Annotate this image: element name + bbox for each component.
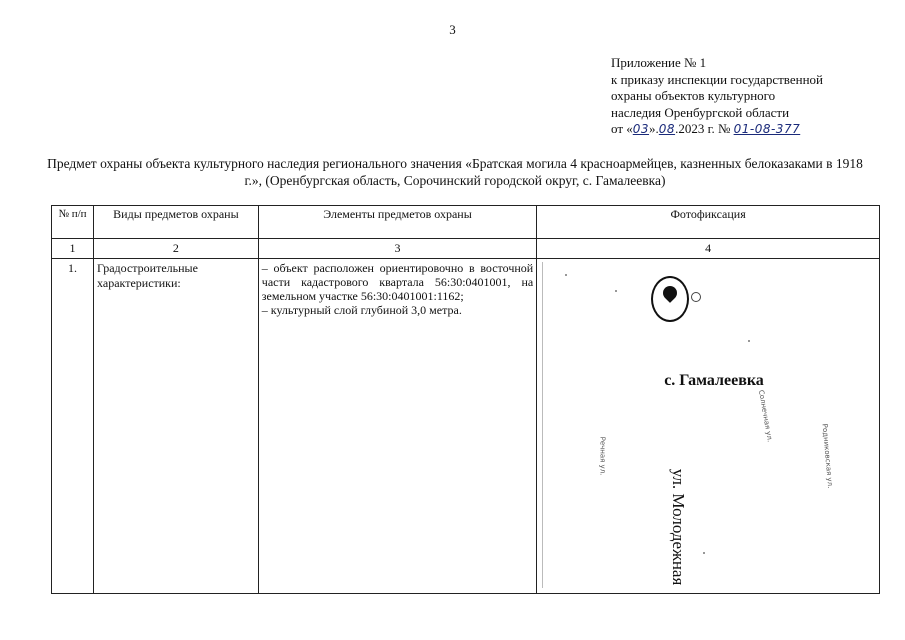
village-label: с. Гамалеевка	[664, 372, 764, 389]
document-title: Предмет охраны объекта культурного наследия регионального значения «Братская могила 4 красноармейцев, казненных белоказаками в 1918 г.», (Оренбургская область, Сорочинский городской округ, с. Гамалеевка)	[47, 156, 863, 188]
location-marker-icon	[651, 276, 689, 322]
map-speck	[615, 290, 617, 292]
appendix-block	[611, 55, 823, 138]
table-row	[52, 259, 880, 594]
appendix-line-2: к приказу инспекции государственной	[611, 71, 823, 87]
row-elements	[258, 259, 536, 594]
date-month: 08	[658, 122, 676, 136]
appendix-line-3: охраны объектов культурного	[611, 88, 776, 103]
date-sep: ».	[649, 121, 659, 136]
row-type: Градостроительные характеристики:	[94, 259, 259, 594]
row-photo	[537, 259, 880, 594]
ring-icon	[691, 292, 701, 302]
header-number: № п/п	[52, 206, 94, 239]
map-pin-icon	[660, 283, 680, 303]
appendix-date-line	[611, 121, 823, 138]
header-elements: Элементы предметов охраны	[258, 206, 536, 239]
header-types: Виды предметов охраны	[94, 206, 259, 239]
date-day: 03	[632, 122, 650, 136]
date-year: .2023 г. №	[675, 121, 734, 136]
map-speck	[565, 274, 567, 276]
map-speck	[748, 340, 750, 342]
column-number-row	[52, 239, 880, 259]
element-location: – объект расположен ориентировочно в восточной части кадастрового квартала 56:30:0401001, на земельном участке 56:30:0401001:1162;	[261, 261, 534, 303]
column-number-3: 3	[258, 239, 536, 259]
row-number: 1.	[52, 259, 94, 594]
column-number-1: 1	[52, 239, 94, 259]
column-number-4: 4	[537, 239, 880, 259]
table-header-row	[52, 206, 880, 239]
column-number-2: 2	[94, 239, 259, 259]
element-cultural-layer: – культурный слой глубиной 3,0 метра.	[261, 303, 462, 317]
street-label-3: Речная ул.	[598, 436, 607, 476]
street-label-2: Родниковская ул.	[820, 423, 835, 489]
map-speck	[703, 552, 705, 554]
street-label-main: ул. Молодежная	[669, 468, 689, 586]
header-photo: Фотофиксация	[537, 206, 880, 239]
map-photo	[542, 262, 873, 588]
street-label-1: Солнечная ул.	[757, 389, 775, 443]
appendix-line-1: Приложение № 1	[611, 55, 707, 70]
page-number: 3	[449, 22, 456, 37]
order-number: 01-08-377	[733, 122, 801, 136]
appendix-line-4: наследия Оренбургской области	[611, 104, 790, 120]
date-prefix: от «	[611, 121, 633, 136]
protection-table	[51, 205, 880, 594]
